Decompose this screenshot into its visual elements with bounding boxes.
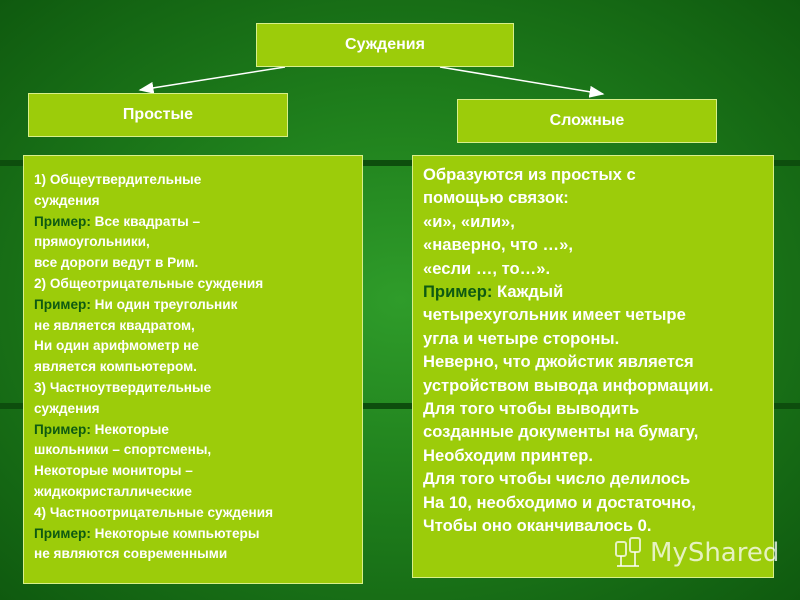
line-text: суждения [34, 192, 100, 208]
simple-judgments-label: Простые [122, 106, 194, 123]
simple-judgments-header [28, 93, 288, 137]
complex-text-line [423, 280, 773, 303]
example-label: Пример: [423, 282, 493, 302]
simple-text-line [34, 295, 362, 316]
line-text: На 10, необходимо и достаточно, [423, 492, 696, 512]
simple-text-line [34, 191, 362, 212]
watermark [614, 536, 779, 570]
complex-text-line [423, 514, 773, 537]
complex-text-line [423, 467, 773, 490]
line-text: Неверно, что джойстик является [423, 352, 694, 372]
complex-text-line [423, 420, 773, 443]
line-text: Образуются из простых с [423, 165, 636, 184]
line-text: Каждый [492, 282, 564, 302]
arrow-to-complex [440, 67, 603, 94]
complex-text-line [423, 444, 773, 467]
line-text: Некоторые компьютеры [90, 525, 260, 541]
example-label: Пример: [34, 525, 91, 541]
complex-text-line [423, 374, 773, 397]
line-text: является компьютером. [34, 359, 197, 375]
line-text: созданные документы на бумагу, [423, 422, 699, 442]
line-text: помощью связок: [423, 188, 569, 208]
simple-text-line [34, 399, 362, 420]
simple-text-line [34, 544, 362, 565]
line-text: устройством вывода информации. [423, 375, 714, 395]
complex-judgments-content [412, 155, 774, 578]
complex-text-line [423, 233, 773, 256]
example-label: Пример: [34, 213, 91, 229]
simple-text-line [34, 378, 362, 399]
complex-text-line [423, 397, 773, 420]
simple-text-line [34, 524, 362, 545]
line-text: четырехугольник имеет четыре [423, 305, 686, 325]
complex-text-line [423, 163, 773, 186]
simple-text-line [34, 503, 362, 524]
line-text: 2) Общеотрицательные суждения [34, 275, 264, 291]
line-text: «если …, то…». [423, 258, 551, 278]
simple-judgments-content [23, 155, 363, 584]
simple-text-line [34, 482, 362, 503]
judgments-title: Суждения [345, 36, 425, 53]
line-text: Для того чтобы число делилось [423, 469, 691, 489]
simple-text-line [34, 316, 362, 337]
complex-judgments-label: Сложные [549, 112, 625, 129]
complex-text-line [423, 186, 773, 209]
judgments-title-box [256, 23, 514, 67]
complex-judgments-header [457, 99, 717, 143]
line-text: угла и четыре стороны. [423, 328, 620, 348]
simple-text-line [34, 253, 362, 274]
line-text: жидкокристаллические [34, 483, 192, 499]
line-text: Все квадраты – [90, 213, 201, 229]
simple-text-line [34, 461, 362, 482]
line-text: суждения [34, 400, 100, 416]
simple-text-line [34, 336, 362, 357]
line-text: не является квадратом, [34, 317, 195, 333]
line-text: Чтобы оно оканчивалось 0. [423, 516, 652, 536]
line-text: 1) Общеутвердительные [34, 172, 202, 187]
line-text: школьники – спортсмены, [34, 442, 212, 458]
line-text: Некоторые мониторы – [34, 463, 193, 479]
line-text: Некоторые [90, 421, 169, 437]
watermark-text: MyShared [650, 538, 780, 568]
complex-text-line [423, 303, 773, 326]
line-text: Для того чтобы выводить [423, 399, 640, 419]
myshared-logo-icon [614, 536, 644, 570]
line-text: все дороги ведут в Рим. [34, 255, 199, 271]
complex-text-line [423, 350, 773, 373]
complex-text-line [423, 491, 773, 514]
complex-text-line [423, 210, 773, 233]
simple-text-line [34, 274, 362, 295]
line-text: Необходим принтер. [423, 445, 594, 465]
simple-text-line [34, 357, 362, 378]
line-text: «наверно, что …», [423, 235, 573, 255]
simple-text-line [34, 420, 362, 441]
line-text: не являются современными [34, 546, 228, 562]
simple-text-line [34, 170, 362, 191]
line-text: 4) Частноотрицательные суждения [34, 504, 274, 520]
line-text: Ни один арифмометр не [34, 338, 199, 354]
line-text: Ни один треугольник [90, 296, 238, 312]
line-text: «и», «или», [423, 211, 515, 231]
complex-text-line [423, 257, 773, 280]
line-text: прямоугольники, [34, 234, 150, 250]
line-text: 3) Частноутвердительные [34, 379, 212, 395]
arrow-to-simple [140, 67, 285, 90]
simple-text-line [34, 440, 362, 461]
example-label: Пример: [34, 296, 91, 312]
example-label: Пример: [34, 421, 91, 437]
simple-text-line [34, 212, 362, 233]
complex-text-line [423, 327, 773, 350]
simple-text-line [34, 232, 362, 253]
